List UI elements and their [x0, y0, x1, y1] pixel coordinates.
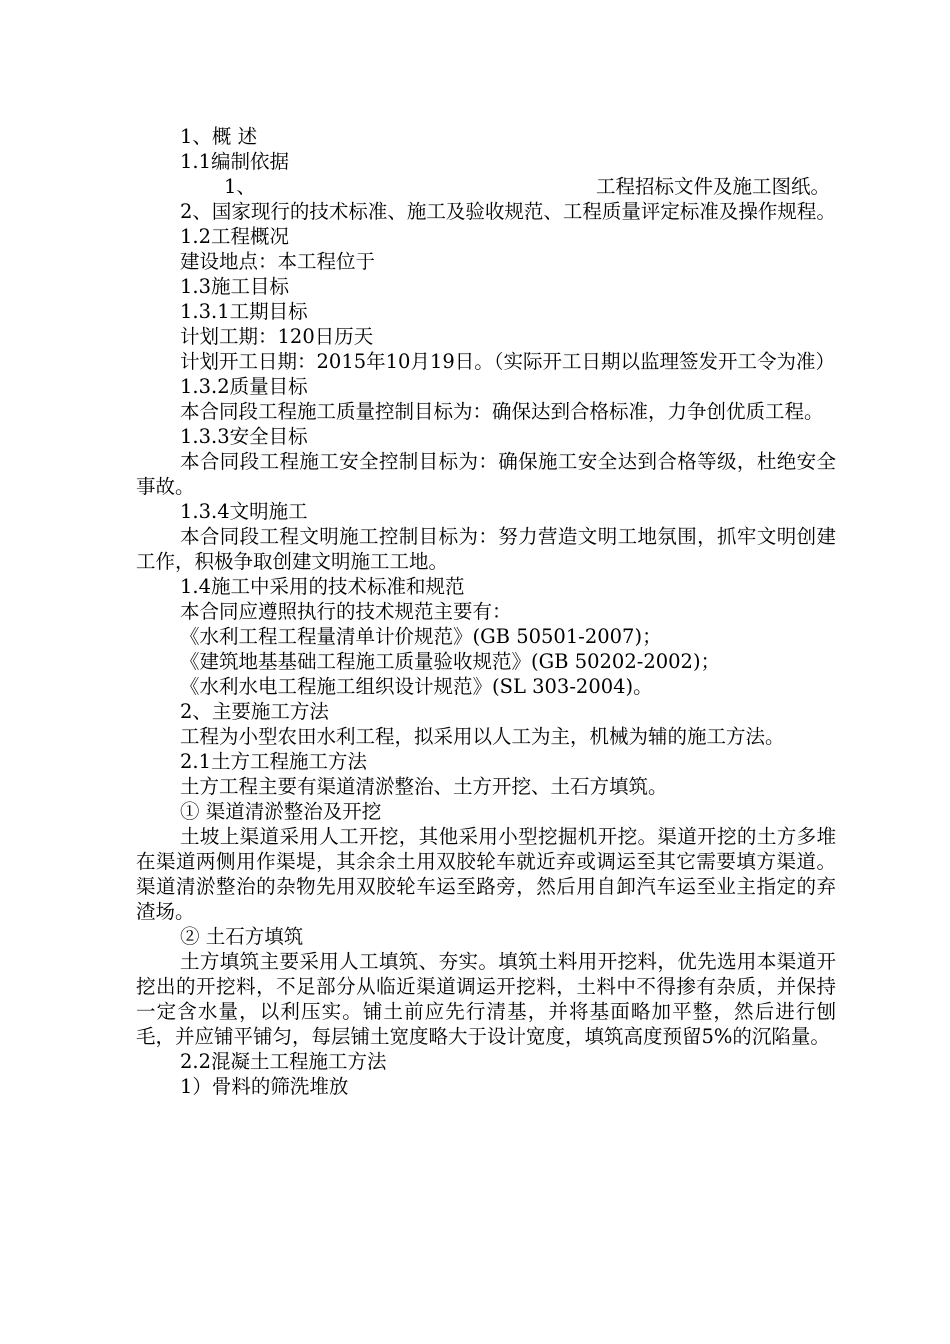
heading-main-methods: 2、主要施工方法	[180, 700, 329, 723]
channel-dredging-text: 土坡上渠道采用人工开挖，其他采用小型挖掘机开挖。渠道开挖的土方多堆在渠道两侧用作渠堤，其余余土用双胶轮车就近弃或调运至其它需要填方渠道。渠道清淤整治的杂物先用双胶轮车运至路旁，然后用自卸汽车运至业主指定的弃渣场。	[136, 825, 836, 923]
heading-compilation-basis: 1.1编制依据	[180, 150, 290, 173]
main-methods-text: 工程为小型农田水利工程，拟采用以人工为主，机械为辅的施工方法。	[180, 725, 785, 748]
heading-overview: 1、概 述	[180, 125, 258, 148]
heading-concrete-methods: 2.2混凝土工程施工方法	[180, 1050, 387, 1073]
aggregate-screening: 1）骨料的筛洗堆放	[180, 1075, 349, 1098]
heading-earthwork-methods: 2.1土方工程施工方法	[180, 750, 368, 773]
heading-earth-rock-fill: ② 土石方填筑	[180, 925, 304, 948]
basis-item-2: 2、国家现行的技术标准、施工及验收规范、工程质量评定标准及操作规程。	[180, 200, 836, 223]
earthwork-summary: 土方工程主要有渠道清淤整治、土方开挖、土石方填筑。	[180, 775, 668, 798]
basis-item-1	[136, 174, 836, 199]
basis-item-1-text: 工程招标文件及施工图纸。	[596, 175, 831, 198]
basis-item-1-number: 1、	[224, 175, 256, 198]
heading-channel-dredging: ① 渠道清淤整治及开挖	[180, 800, 382, 823]
document-body	[136, 124, 836, 1099]
planned-duration: 计划工期：120日历天	[180, 325, 374, 348]
earth-rock-fill-text: 土方填筑主要采用人工填筑、夯实。填筑土料用开挖料，优先选用本渠道开挖出的开挖料，不足部分从临近渠道调运开挖料，土料中不得掺有杂质，并保持一定含水量，以利压实。铺土前应先行清基，并将基面略加平整，然后进行刨毛，并应铺平铺匀，每层铺土宽度略大于设计宽度，填筑高度预留5%的沉陷量。	[136, 950, 836, 1048]
civilized-construction-text: 本合同段工程文明施工控制目标为：努力营造文明工地氛围，抓牢文明创建工作，积极争取创建文明施工工地。	[136, 525, 836, 573]
heading-schedule-goal: 1.3.1工期目标	[180, 300, 308, 323]
standard-item-1: 《水利工程工程量清单计价规范》(GB 50501-2007)；	[180, 625, 662, 648]
safety-goal-text: 本合同段工程施工安全控制目标为：确保施工安全达到合格等级，杜绝安全事故。	[136, 450, 836, 498]
planned-start-date: 计划开工日期：2015年10月19日。（实际开工日期以监理签发开工令为准）	[180, 350, 836, 373]
heading-technical-standards: 1.4施工中采用的技术标准和规范	[180, 575, 465, 598]
quality-goal-text: 本合同段工程施工质量控制目标为：确保达到合格标准，力争创优质工程。	[180, 400, 824, 423]
standards-intro: 本合同应遵照执行的技术规范主要有：	[180, 600, 512, 623]
heading-safety-goal: 1.3.3安全目标	[180, 425, 308, 448]
heading-civilized-construction: 1.3.4文明施工	[180, 500, 308, 523]
heading-quality-goal: 1.3.2质量目标	[180, 375, 308, 398]
heading-construction-goals: 1.3施工目标	[180, 275, 290, 298]
standard-item-3: 《水利水电工程施工组织设计规范》(SL 303-2004)。	[180, 675, 653, 698]
construction-location: 建设地点：本工程位于	[180, 250, 376, 273]
heading-project-overview: 1.2工程概况	[180, 225, 290, 248]
standard-item-2: 《建筑地基基础工程施工质量验收规范》(GB 50202-2002)；	[180, 650, 721, 673]
